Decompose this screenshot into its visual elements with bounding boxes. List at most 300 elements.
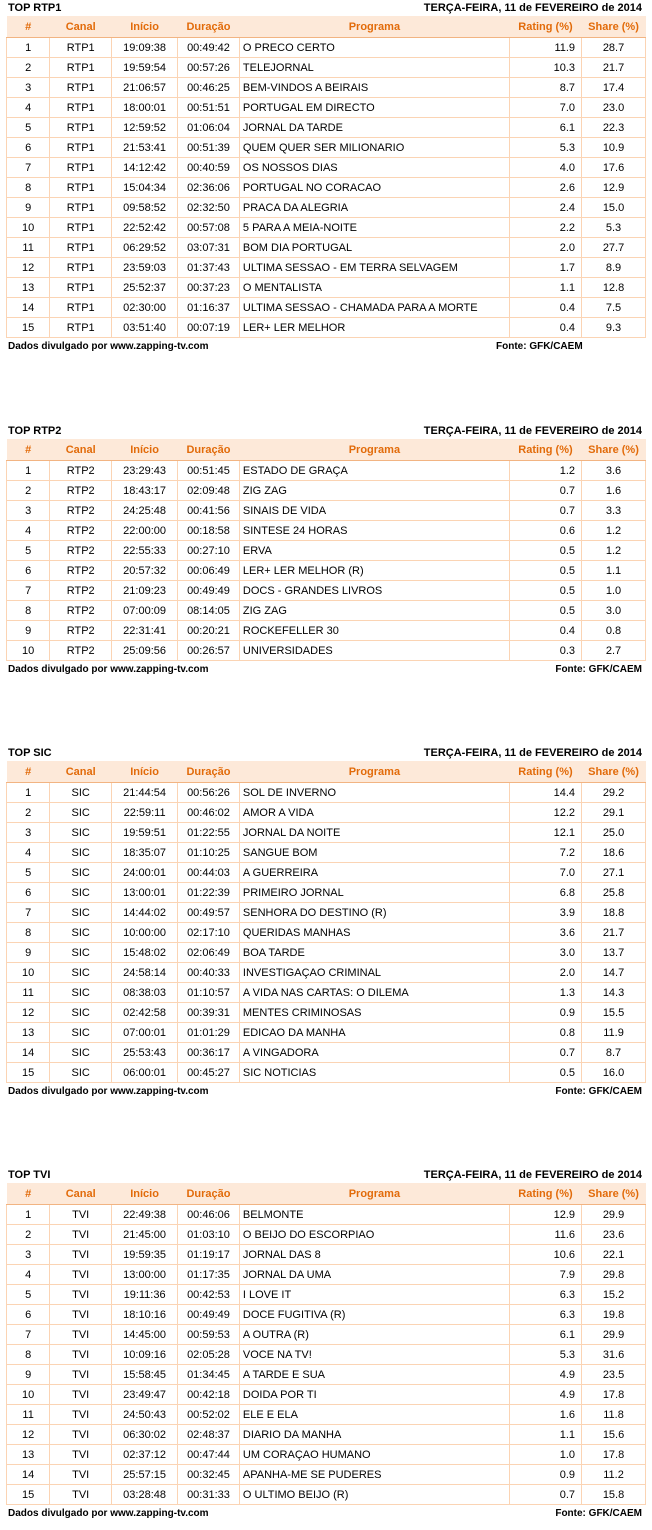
- channel-cell: SIC: [50, 1043, 112, 1063]
- column-header-canal: Canal: [50, 440, 112, 461]
- start-time-cell: 10:00:00: [112, 923, 178, 943]
- rank-cell: 7: [7, 581, 50, 601]
- duration-cell: 00:31:33: [178, 1485, 240, 1505]
- rank-cell: 6: [7, 561, 50, 581]
- rank-cell: 4: [7, 1265, 50, 1285]
- rating-cell: 10.6: [509, 1245, 581, 1265]
- column-header-share: Share (%): [582, 1184, 646, 1205]
- column-header-num: #: [7, 762, 50, 783]
- channel-cell: SIC: [50, 943, 112, 963]
- channel-cell: TVI: [50, 1245, 112, 1265]
- channel-cell: TVI: [50, 1405, 112, 1425]
- rank-cell: 4: [7, 521, 50, 541]
- share-cell: 15.6: [582, 1425, 646, 1445]
- table-row: [7, 238, 646, 258]
- duration-cell: 00:46:02: [178, 803, 240, 823]
- column-header-duracao: Duração: [178, 17, 240, 38]
- share-cell: 29.8: [582, 1265, 646, 1285]
- rating-cell: 1.1: [509, 1425, 581, 1445]
- table-row: [7, 1225, 646, 1245]
- channel-cell: TVI: [50, 1445, 112, 1465]
- duration-cell: 00:27:10: [178, 541, 240, 561]
- start-time-cell: 19:59:35: [112, 1245, 178, 1265]
- program-cell: OS NOSSOS DIAS: [239, 158, 509, 178]
- start-time-cell: 02:37:12: [112, 1445, 178, 1465]
- table-row: [7, 581, 646, 601]
- rating-cell: 10.3: [509, 58, 581, 78]
- rank-cell: 8: [7, 923, 50, 943]
- share-cell: 27.7: [582, 238, 646, 258]
- program-cell: LER+ LER MELHOR (R): [239, 561, 509, 581]
- rank-cell: 5: [7, 541, 50, 561]
- rating-cell: 0.3: [509, 641, 581, 661]
- share-cell: 10.9: [582, 138, 646, 158]
- rank-cell: 3: [7, 823, 50, 843]
- column-header-inicio: Início: [112, 440, 178, 461]
- duration-cell: 01:34:45: [178, 1365, 240, 1385]
- share-cell: 29.1: [582, 803, 646, 823]
- table-row: [7, 501, 646, 521]
- channel-cell: RTP1: [50, 298, 112, 318]
- channel-cell: SIC: [50, 823, 112, 843]
- duration-cell: 00:46:25: [178, 78, 240, 98]
- program-cell: ERVA: [239, 541, 509, 561]
- channel-cell: RTP2: [50, 461, 112, 481]
- start-time-cell: 02:42:58: [112, 1003, 178, 1023]
- duration-cell: 00:49:49: [178, 581, 240, 601]
- rank-cell: 11: [7, 983, 50, 1003]
- channel-cell: RTP2: [50, 601, 112, 621]
- rating-cell: 6.1: [509, 1325, 581, 1345]
- start-time-cell: 07:00:09: [112, 601, 178, 621]
- table-row: [7, 278, 646, 298]
- program-cell: QUEM QUER SER MILIONARIO: [239, 138, 509, 158]
- rating-cell: 0.5: [509, 561, 581, 581]
- rating-cell: 7.0: [509, 863, 581, 883]
- program-cell: SINTESE 24 HORAS: [239, 521, 509, 541]
- section-footer: [6, 1083, 646, 1099]
- share-cell: 12.8: [582, 278, 646, 298]
- start-time-cell: 06:00:01: [112, 1063, 178, 1083]
- table-row: [7, 1345, 646, 1365]
- share-cell: 11.2: [582, 1465, 646, 1485]
- rank-cell: 9: [7, 621, 50, 641]
- program-cell: QUERIDAS MANHAS: [239, 923, 509, 943]
- section-title: TOP RTP2: [8, 425, 62, 437]
- report-date: TERÇA-FEIRA, 11 de FEVEREIRO de 2014: [423, 1169, 642, 1181]
- rating-cell: 6.8: [509, 883, 581, 903]
- channel-cell: RTP1: [50, 198, 112, 218]
- share-cell: 17.6: [582, 158, 646, 178]
- rating-cell: 0.5: [509, 541, 581, 561]
- rank-cell: 10: [7, 641, 50, 661]
- share-cell: 17.4: [582, 78, 646, 98]
- rating-cell: 12.1: [509, 823, 581, 843]
- start-time-cell: 15:48:02: [112, 943, 178, 963]
- rating-cell: 6.3: [509, 1285, 581, 1305]
- start-time-cell: 23:59:03: [112, 258, 178, 278]
- channel-cell: RTP2: [50, 621, 112, 641]
- program-cell: UM CORAÇAO HUMANO: [239, 1445, 509, 1465]
- rating-cell: 0.7: [509, 1043, 581, 1063]
- column-header-canal: Canal: [50, 17, 112, 38]
- program-cell: O ULTIMO BEIJO (R): [239, 1485, 509, 1505]
- start-time-cell: 21:53:41: [112, 138, 178, 158]
- table-row: [7, 883, 646, 903]
- start-time-cell: 15:04:34: [112, 178, 178, 198]
- duration-cell: 01:22:55: [178, 823, 240, 843]
- ratings-section: [6, 423, 646, 677]
- channel-cell: RTP1: [50, 58, 112, 78]
- column-header-share: Share (%): [582, 440, 646, 461]
- rating-cell: 14.4: [509, 783, 581, 803]
- start-time-cell: 22:52:42: [112, 218, 178, 238]
- program-cell: DOCS - GRANDES LIVROS: [239, 581, 509, 601]
- table-row: [7, 1265, 646, 1285]
- rank-cell: 14: [7, 1043, 50, 1063]
- rank-cell: 12: [7, 1003, 50, 1023]
- duration-cell: 02:09:48: [178, 481, 240, 501]
- table-row: [7, 621, 646, 641]
- program-cell: BOM DIA PORTUGAL: [239, 238, 509, 258]
- rating-cell: 2.0: [509, 238, 581, 258]
- table-row: [7, 1465, 646, 1485]
- duration-cell: 08:14:05: [178, 601, 240, 621]
- channel-cell: RTP1: [50, 218, 112, 238]
- rank-cell: 5: [7, 1285, 50, 1305]
- table-row: [7, 1385, 646, 1405]
- share-cell: 0.8: [582, 621, 646, 641]
- channel-cell: TVI: [50, 1365, 112, 1385]
- column-header-duracao: Duração: [178, 1184, 240, 1205]
- table-row: [7, 1245, 646, 1265]
- channel-cell: RTP1: [50, 158, 112, 178]
- share-cell: 19.8: [582, 1305, 646, 1325]
- table-row: [7, 561, 646, 581]
- channel-cell: TVI: [50, 1485, 112, 1505]
- table-row: [7, 138, 646, 158]
- table-row: [7, 38, 646, 58]
- rank-cell: 9: [7, 1365, 50, 1385]
- table-row: [7, 521, 646, 541]
- column-header-duracao: Duração: [178, 440, 240, 461]
- duration-cell: 00:49:42: [178, 38, 240, 58]
- section-footer: [6, 1505, 646, 1521]
- start-time-cell: 06:30:02: [112, 1425, 178, 1445]
- column-header-share: Share (%): [582, 17, 646, 38]
- start-time-cell: 23:49:47: [112, 1385, 178, 1405]
- table-row: [7, 1485, 646, 1505]
- share-cell: 23.0: [582, 98, 646, 118]
- ratings-table: [6, 1183, 646, 1505]
- rank-cell: 11: [7, 1405, 50, 1425]
- rating-cell: 1.2: [509, 461, 581, 481]
- program-cell: A OUTRA (R): [239, 1325, 509, 1345]
- rank-cell: 3: [7, 78, 50, 98]
- start-time-cell: 21:09:23: [112, 581, 178, 601]
- duration-cell: 00:40:59: [178, 158, 240, 178]
- start-time-cell: 14:44:02: [112, 903, 178, 923]
- share-cell: 11.9: [582, 1023, 646, 1043]
- table-header-row: [7, 1184, 646, 1205]
- channel-cell: TVI: [50, 1425, 112, 1445]
- program-cell: BOA TARDE: [239, 943, 509, 963]
- share-cell: 28.7: [582, 38, 646, 58]
- duration-cell: 01:19:17: [178, 1245, 240, 1265]
- rating-cell: 2.4: [509, 198, 581, 218]
- column-header-rating: Rating (%): [509, 1184, 581, 1205]
- rank-cell: 14: [7, 298, 50, 318]
- rating-cell: 1.3: [509, 983, 581, 1003]
- table-row: [7, 218, 646, 238]
- channel-cell: SIC: [50, 883, 112, 903]
- share-cell: 1.2: [582, 521, 646, 541]
- rank-cell: 6: [7, 1305, 50, 1325]
- table-row: [7, 1405, 646, 1425]
- share-cell: 8.7: [582, 1043, 646, 1063]
- start-time-cell: 25:09:56: [112, 641, 178, 661]
- channel-cell: TVI: [50, 1285, 112, 1305]
- rank-cell: 7: [7, 903, 50, 923]
- table-row: [7, 923, 646, 943]
- channel-cell: TVI: [50, 1225, 112, 1245]
- rating-cell: 0.7: [509, 481, 581, 501]
- program-cell: ZIG ZAG: [239, 481, 509, 501]
- rank-cell: 13: [7, 278, 50, 298]
- column-header-share: Share (%): [582, 762, 646, 783]
- rating-cell: 3.6: [509, 923, 581, 943]
- share-cell: 5.3: [582, 218, 646, 238]
- program-cell: ULTIMA SESSAO - CHAMADA PARA A MORTE: [239, 298, 509, 318]
- rank-cell: 1: [7, 1205, 50, 1225]
- rank-cell: 4: [7, 98, 50, 118]
- duration-cell: 00:49:49: [178, 1305, 240, 1325]
- duration-cell: 00:42:18: [178, 1385, 240, 1405]
- program-cell: AMOR A VIDA: [239, 803, 509, 823]
- column-header-rating: Rating (%): [509, 440, 581, 461]
- table-row: [7, 863, 646, 883]
- share-cell: 1.6: [582, 481, 646, 501]
- duration-cell: 00:51:51: [178, 98, 240, 118]
- duration-cell: 02:36:06: [178, 178, 240, 198]
- share-cell: 27.1: [582, 863, 646, 883]
- share-cell: 31.6: [582, 1345, 646, 1365]
- channel-cell: RTP2: [50, 581, 112, 601]
- start-time-cell: 22:31:41: [112, 621, 178, 641]
- rank-cell: 14: [7, 1465, 50, 1485]
- duration-cell: 02:05:28: [178, 1345, 240, 1365]
- duration-cell: 00:52:02: [178, 1405, 240, 1425]
- table-row: [7, 1023, 646, 1043]
- duration-cell: 00:26:57: [178, 641, 240, 661]
- channel-cell: TVI: [50, 1385, 112, 1405]
- channel-cell: RTP2: [50, 561, 112, 581]
- rating-cell: 7.0: [509, 98, 581, 118]
- program-cell: SENHORA DO DESTINO (R): [239, 903, 509, 923]
- table-row: [7, 1445, 646, 1465]
- share-cell: 15.5: [582, 1003, 646, 1023]
- rating-cell: 4.9: [509, 1385, 581, 1405]
- table-row: [7, 541, 646, 561]
- program-cell: INVESTIGAÇAO CRIMINAL: [239, 963, 509, 983]
- table-row: [7, 198, 646, 218]
- program-cell: SINAIS DE VIDA: [239, 501, 509, 521]
- column-header-num: #: [7, 440, 50, 461]
- rating-cell: 6.1: [509, 118, 581, 138]
- start-time-cell: 24:25:48: [112, 501, 178, 521]
- rank-cell: 7: [7, 1325, 50, 1345]
- channel-cell: RTP2: [50, 521, 112, 541]
- share-cell: 8.9: [582, 258, 646, 278]
- start-time-cell: 06:29:52: [112, 238, 178, 258]
- channel-cell: TVI: [50, 1465, 112, 1485]
- duration-cell: 01:06:04: [178, 118, 240, 138]
- program-cell: TELEJORNAL: [239, 58, 509, 78]
- program-cell: SOL DE INVERNO: [239, 783, 509, 803]
- source-site-note: Dados divulgado por www.zapping-tv.com: [8, 1086, 209, 1097]
- table-row: [7, 1205, 646, 1225]
- share-cell: 29.2: [582, 783, 646, 803]
- start-time-cell: 07:00:01: [112, 1023, 178, 1043]
- table-row: [7, 178, 646, 198]
- start-time-cell: 10:09:16: [112, 1345, 178, 1365]
- channel-cell: RTP2: [50, 481, 112, 501]
- share-cell: 11.8: [582, 1405, 646, 1425]
- table-header-row: [7, 17, 646, 38]
- start-time-cell: 25:57:15: [112, 1465, 178, 1485]
- column-header-canal: Canal: [50, 762, 112, 783]
- column-header-programa: Programa: [239, 762, 509, 783]
- rank-cell: 10: [7, 963, 50, 983]
- rating-cell: 1.1: [509, 278, 581, 298]
- column-header-inicio: Início: [112, 17, 178, 38]
- rank-cell: 15: [7, 318, 50, 338]
- duration-cell: 00:57:26: [178, 58, 240, 78]
- share-cell: 3.0: [582, 601, 646, 621]
- start-time-cell: 24:00:01: [112, 863, 178, 883]
- data-source-note: Fonte: GFK/CAEM: [496, 341, 583, 352]
- section-header: [6, 423, 646, 439]
- table-row: [7, 1063, 646, 1083]
- share-cell: 16.0: [582, 1063, 646, 1083]
- program-cell: JORNAL DA NOITE: [239, 823, 509, 843]
- share-cell: 29.9: [582, 1205, 646, 1225]
- share-cell: 23.5: [582, 1365, 646, 1385]
- program-cell: LER+ LER MELHOR: [239, 318, 509, 338]
- rank-cell: 12: [7, 258, 50, 278]
- start-time-cell: 18:35:07: [112, 843, 178, 863]
- channel-cell: SIC: [50, 863, 112, 883]
- rating-cell: 0.7: [509, 501, 581, 521]
- table-row: [7, 963, 646, 983]
- program-cell: SANGUE BOM: [239, 843, 509, 863]
- rating-cell: 0.9: [509, 1465, 581, 1485]
- program-cell: O MENTALISTA: [239, 278, 509, 298]
- rank-cell: 7: [7, 158, 50, 178]
- rank-cell: 2: [7, 803, 50, 823]
- channel-cell: SIC: [50, 783, 112, 803]
- share-cell: 25.8: [582, 883, 646, 903]
- table-row: [7, 983, 646, 1003]
- channel-cell: SIC: [50, 923, 112, 943]
- duration-cell: 02:06:49: [178, 943, 240, 963]
- duration-cell: 00:20:21: [178, 621, 240, 641]
- duration-cell: 02:48:37: [178, 1425, 240, 1445]
- rank-cell: 6: [7, 138, 50, 158]
- start-time-cell: 08:38:03: [112, 983, 178, 1003]
- table-row: [7, 903, 646, 923]
- program-cell: BEM-VINDOS A BEIRAIS: [239, 78, 509, 98]
- channel-cell: RTP1: [50, 318, 112, 338]
- duration-cell: 01:10:25: [178, 843, 240, 863]
- channel-cell: RTP2: [50, 641, 112, 661]
- rank-cell: 8: [7, 1345, 50, 1365]
- rating-cell: 1.7: [509, 258, 581, 278]
- source-site-note: Dados divulgado por www.zapping-tv.com: [8, 1508, 209, 1519]
- program-cell: A VINGADORA: [239, 1043, 509, 1063]
- duration-cell: 00:40:33: [178, 963, 240, 983]
- rank-cell: 3: [7, 501, 50, 521]
- duration-cell: 00:06:49: [178, 561, 240, 581]
- rank-cell: 2: [7, 58, 50, 78]
- start-time-cell: 09:58:52: [112, 198, 178, 218]
- duration-cell: 00:37:23: [178, 278, 240, 298]
- start-time-cell: 22:55:33: [112, 541, 178, 561]
- ratings-table: [6, 761, 646, 1083]
- rating-cell: 0.5: [509, 581, 581, 601]
- table-row: [7, 98, 646, 118]
- column-header-programa: Programa: [239, 440, 509, 461]
- channel-cell: RTP1: [50, 98, 112, 118]
- program-cell: PRACA DA ALEGRIA: [239, 198, 509, 218]
- rating-cell: 0.9: [509, 1003, 581, 1023]
- rank-cell: 13: [7, 1023, 50, 1043]
- program-cell: JORNAL DAS 8: [239, 1245, 509, 1265]
- ratings-section: [6, 745, 646, 1099]
- table-row: [7, 1425, 646, 1445]
- start-time-cell: 13:00:01: [112, 883, 178, 903]
- share-cell: 7.5: [582, 298, 646, 318]
- duration-cell: 00:49:57: [178, 903, 240, 923]
- program-cell: 5 PARA A MEIA-NOITE: [239, 218, 509, 238]
- start-time-cell: 18:43:17: [112, 481, 178, 501]
- rating-cell: 3.0: [509, 943, 581, 963]
- start-time-cell: 02:30:00: [112, 298, 178, 318]
- share-cell: 14.7: [582, 963, 646, 983]
- channel-cell: SIC: [50, 843, 112, 863]
- table-row: [7, 1285, 646, 1305]
- share-cell: 25.0: [582, 823, 646, 843]
- channel-cell: SIC: [50, 803, 112, 823]
- duration-cell: 00:32:45: [178, 1465, 240, 1485]
- duration-cell: 00:47:44: [178, 1445, 240, 1465]
- duration-cell: 01:37:43: [178, 258, 240, 278]
- program-cell: ZIG ZAG: [239, 601, 509, 621]
- program-cell: UNIVERSIDADES: [239, 641, 509, 661]
- section-footer: [6, 661, 646, 677]
- program-cell: ROCKEFELLER 30: [239, 621, 509, 641]
- share-cell: 1.1: [582, 561, 646, 581]
- table-row: [7, 258, 646, 278]
- column-header-inicio: Início: [112, 1184, 178, 1205]
- column-header-canal: Canal: [50, 1184, 112, 1205]
- column-header-programa: Programa: [239, 1184, 509, 1205]
- ratings-section: [6, 0, 646, 354]
- program-cell: O BEIJO DO ESCORPIAO: [239, 1225, 509, 1245]
- channel-cell: TVI: [50, 1325, 112, 1345]
- rank-cell: 9: [7, 198, 50, 218]
- rank-cell: 15: [7, 1063, 50, 1083]
